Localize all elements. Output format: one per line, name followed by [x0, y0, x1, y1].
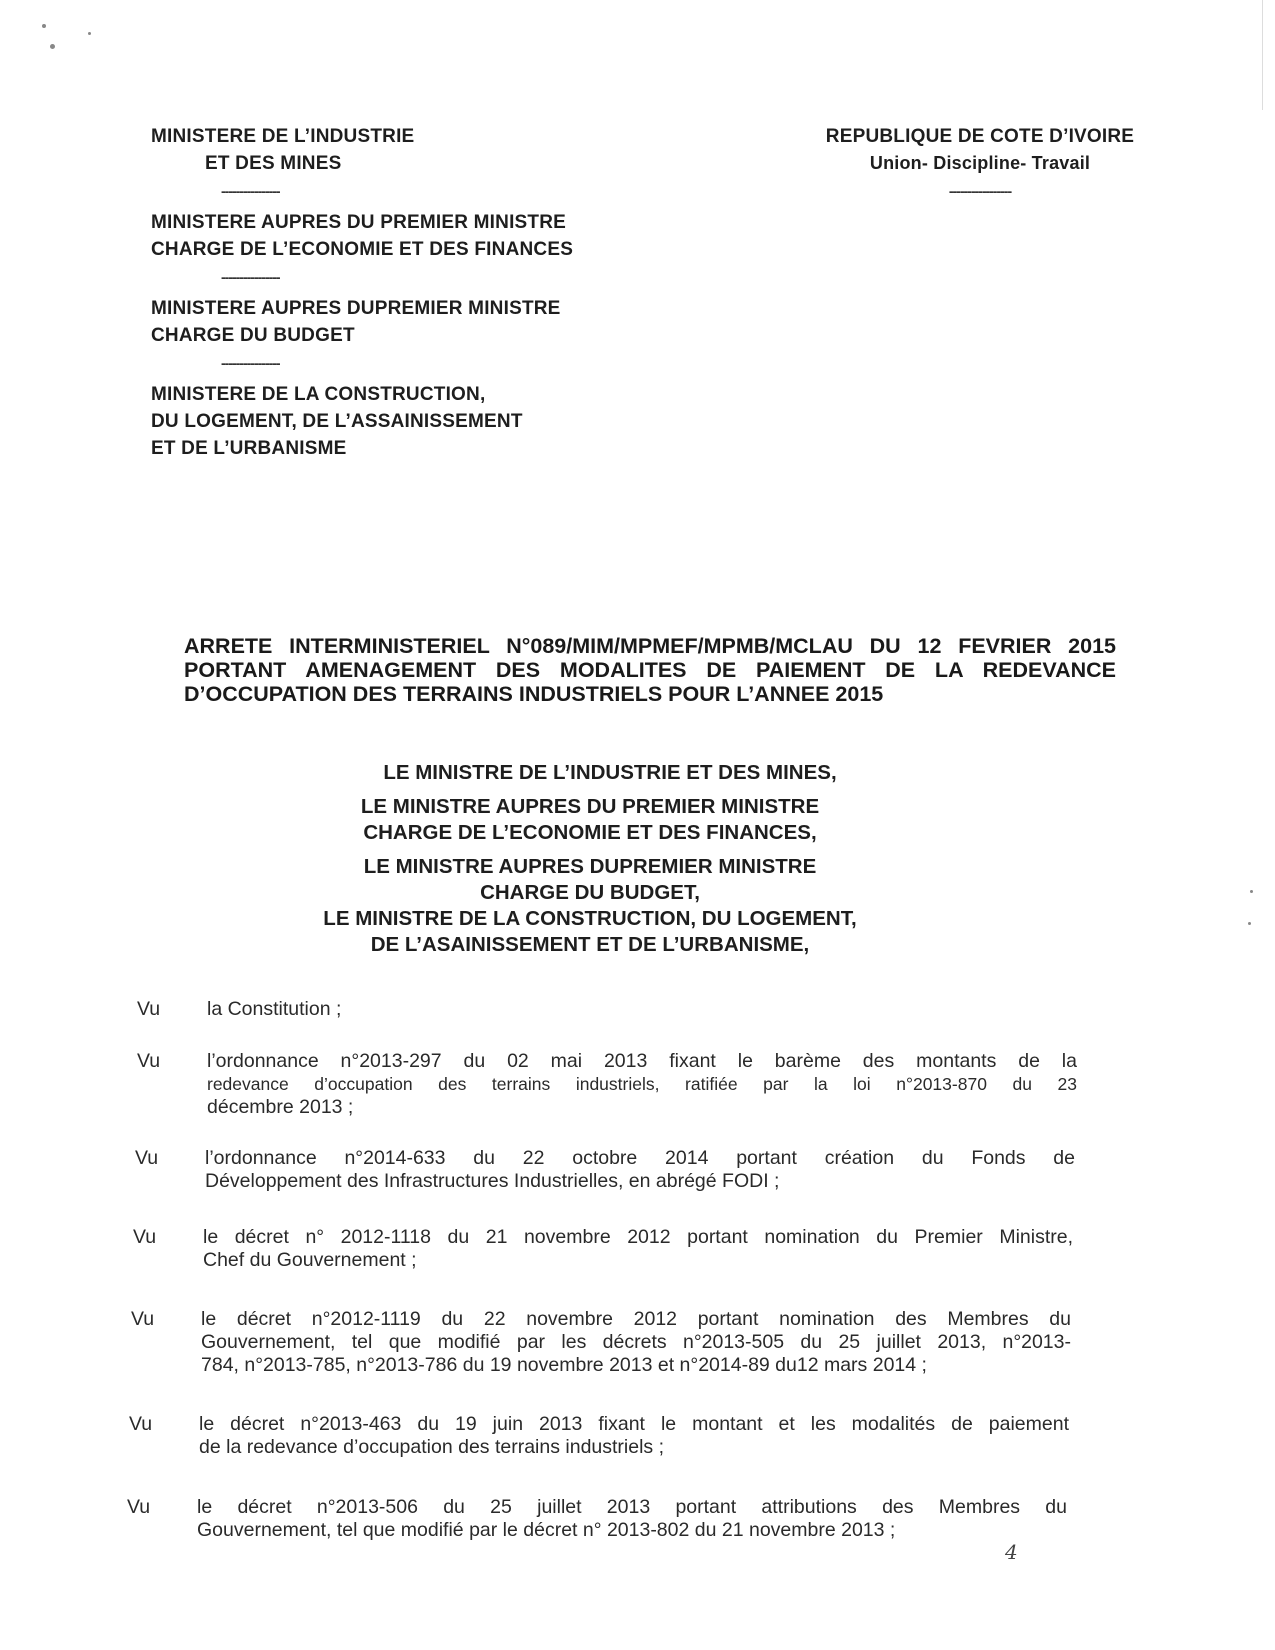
visa-item	[135, 1147, 1075, 1197]
country-name: REPUBLIQUE DE COTE D’IVOIRE	[825, 126, 1135, 147]
visa-label: Vu	[131, 1308, 155, 1330]
ministry-line: CHARGE DU BUDGET	[151, 325, 355, 346]
visa-item	[137, 998, 1077, 1028]
visa-label: Vu	[127, 1496, 151, 1518]
title-line: D’OCCUPATION DES TERRAINS INDUSTRIELS POUR L’ANNEE 2015	[184, 682, 884, 706]
separator: ----------------	[221, 183, 280, 199]
scan-speck	[42, 24, 46, 28]
visa-text	[205, 1147, 1075, 1193]
visa-text	[201, 1308, 1071, 1377]
ministry-construction	[151, 381, 611, 462]
minister-line: LE MINISTRE DE LA CONSTRUCTION, DU LOGEMENT,	[323, 907, 857, 930]
ministers-block	[270, 760, 910, 958]
scan-speck	[88, 32, 91, 35]
visa-line: le décret n° 2012-1118 du 21 novembre 2012 portant nomination du Premier Ministre,	[203, 1226, 1073, 1248]
ministry-line: DU LOGEMENT, DE L’ASSAINISSEMENT	[151, 411, 523, 432]
visa-label: Vu	[137, 1050, 161, 1072]
visa-item	[137, 1050, 1077, 1120]
visa-text	[199, 1413, 1069, 1459]
republic-header	[790, 123, 1170, 199]
ministry-economy-finance	[151, 209, 611, 263]
minister-line: CHARGE DE L’ECONOMIE ET DES FINANCES,	[363, 821, 817, 844]
visa-line: Chef du Gouvernement ;	[203, 1249, 417, 1271]
decree-title	[184, 634, 1116, 706]
separator: ----------------	[221, 355, 280, 371]
visa-line: décembre 2013 ;	[207, 1096, 354, 1118]
title-line: ARRETE INTERMINISTERIEL N°089/MIM/MPMEF/MPMB/MCLAU DU 12 FEVRIER 2015	[184, 634, 1116, 658]
visa-text	[207, 1050, 1077, 1119]
ministry-line: CHARGE DE L’ECONOMIE ET DES FINANCES	[151, 239, 574, 260]
visa-line: Développement des Infrastructures Industrielles, en abrégé FODI ;	[205, 1170, 780, 1192]
separator: ----------------	[221, 269, 280, 285]
visa-line: le décret n°2013-463 du 19 juin 2013 fixant le montant et les modalités de paiement	[199, 1413, 1069, 1435]
handwritten-page-mark: 4	[1005, 1540, 1018, 1564]
visa-line: le décret n°2013-506 du 25 juillet 2013 portant attributions des Membres du	[197, 1496, 1067, 1518]
ministry-line: MINISTERE AUPRES DU PREMIER MINISTRE	[151, 212, 567, 233]
visa-line: l’ordonnance n°2014-633 du 22 octobre 2014 portant création du Fonds de	[205, 1147, 1075, 1169]
ministry-header-left	[151, 123, 611, 462]
visa-line: la Constitution ;	[207, 998, 342, 1020]
ministry-line: MINISTERE DE L’INDUSTRIE	[151, 126, 415, 147]
scan-speck	[1248, 922, 1251, 925]
minister-line: CHARGE DU BUDGET,	[480, 881, 700, 904]
visa-label: Vu	[129, 1413, 153, 1435]
visa-line: de la redevance d’occupation des terrains industriels ;	[199, 1436, 665, 1458]
minister-line: LE MINISTRE AUPRES DU PREMIER MINISTRE	[360, 795, 820, 818]
visa-label: Vu	[137, 998, 161, 1020]
visa-line: l’ordonnance n°2013-297 du 02 mai 2013 fixant le barème des montants de la	[207, 1050, 1077, 1072]
separator: -----------------	[948, 183, 1012, 199]
visa-label: Vu	[135, 1147, 159, 1169]
scan-speck	[1250, 890, 1253, 893]
visa-text	[197, 1496, 1067, 1542]
visa-text	[207, 998, 1077, 1021]
title-line: PORTANT AMENAGEMENT DES MODALITES DE PAIEMENT DE LA REDEVANCE	[184, 658, 1116, 682]
visa-line: Gouvernement, tel que modifié par le décret n° 2013-802 du 21 novembre 2013 ;	[197, 1519, 896, 1541]
minister-line: LE MINISTRE DE L’INDUSTRIE ET DES MINES,	[383, 761, 837, 784]
scan-edge	[1262, 0, 1263, 110]
visa-label: Vu	[133, 1226, 157, 1248]
ministry-line: MINISTERE DE LA CONSTRUCTION,	[151, 384, 486, 405]
ministry-budget	[151, 295, 611, 349]
national-motto: Union- Discipline- Travail	[869, 153, 1091, 173]
visa-line: Gouvernement, tel que modifié par les décrets n°2013-505 du 25 juillet 2013, n°2013-	[201, 1331, 1071, 1353]
ministry-line: ET DES MINES	[205, 153, 342, 174]
ministry-line: MINISTERE AUPRES DUPREMIER MINISTRE	[151, 298, 561, 319]
visa-line: redevance d’occupation des terrains industriels, ratifiée par la loi n°2013-870 du 23	[207, 1074, 1077, 1094]
visa-item	[127, 1496, 1067, 1546]
visa-line: 784, n°2013-785, n°2013-786 du 19 novembre 2013 et n°2014-89 du12 mars 2014 ;	[201, 1354, 927, 1376]
visa-text	[203, 1226, 1073, 1272]
ministry-line: ET DE L’URBANISME	[151, 438, 347, 459]
visa-line: le décret n°2012-1119 du 22 novembre 2012 portant nomination des Membres du	[201, 1308, 1071, 1330]
minister-line: LE MINISTRE AUPRES DUPREMIER MINISTRE	[363, 855, 817, 878]
minister-line: DE L’ASAINISSEMENT ET DE L’URBANISME,	[370, 933, 810, 956]
visa-item	[129, 1413, 1069, 1463]
visa-item	[133, 1226, 1073, 1276]
scan-speck	[50, 44, 55, 49]
ministry-industry	[151, 123, 611, 177]
visa-item	[131, 1308, 1071, 1380]
